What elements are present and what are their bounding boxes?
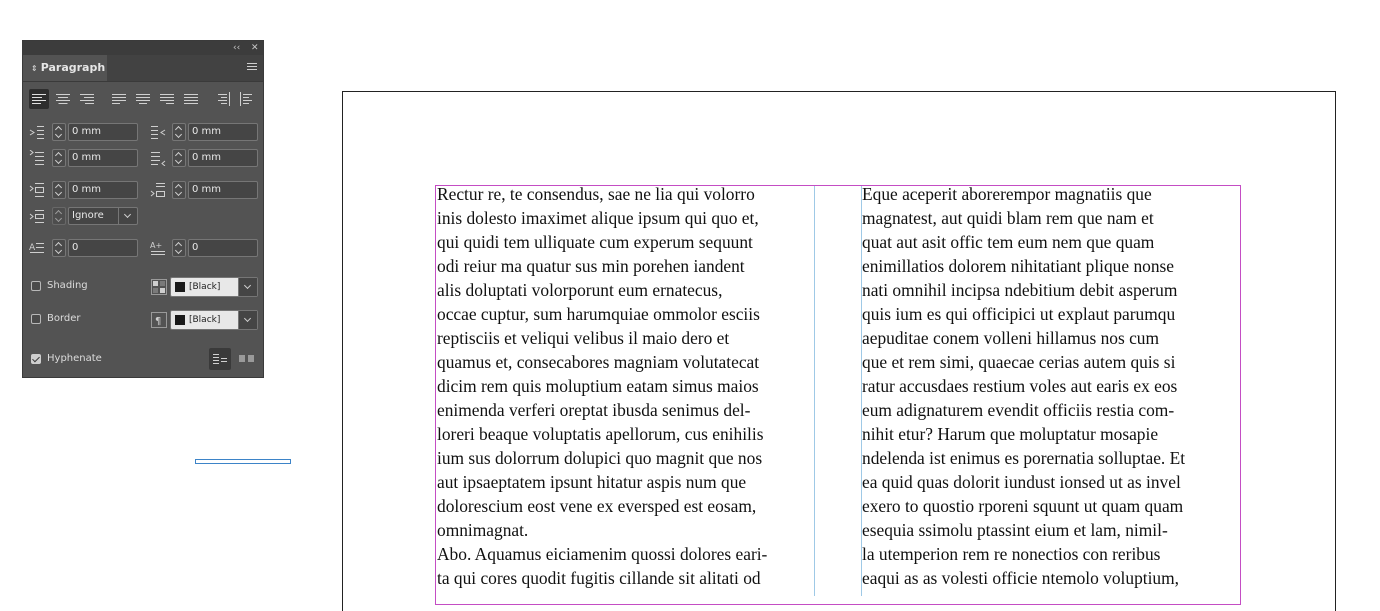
text-line: nati omnihil incipsa ndebitium debit asperum	[862, 280, 1178, 300]
text-line: quamus et, consecabores magniam volutatecat	[437, 352, 760, 372]
align-to-grid-icon	[29, 208, 45, 224]
text-line: reptisciis et veliqui velibus il maio dero et	[437, 328, 730, 348]
drop-cap-characters-icon	[150, 240, 166, 256]
first-line-indent-field[interactable]: 0 mm	[68, 149, 138, 167]
space-before-icon	[29, 182, 45, 198]
right-indent-field[interactable]: 0 mm	[188, 123, 258, 141]
drop-cap-characters-field[interactable]: 0	[188, 239, 258, 257]
panel-title-bar[interactable]	[23, 41, 263, 55]
text-line: inis dolesto imaximet alique ipsum qui quo et,	[437, 208, 759, 228]
empty-text-frame[interactable]	[195, 459, 291, 464]
text-line: qui quidi tem ulliquate cum experum sequunt	[437, 232, 753, 252]
single-line-composer-icon	[213, 353, 227, 365]
text-line: que et rem simi, quaecae cerias autem quis si	[862, 352, 1176, 372]
border-color-value: [Black]	[189, 315, 221, 325]
align-towards-spine-button[interactable]	[213, 89, 233, 109]
text-line: Rectur re, te consendus, sae ne lia qui volorro	[437, 184, 755, 204]
left-indent-icon	[29, 124, 45, 140]
chevron-down-icon[interactable]	[118, 208, 137, 224]
space-after-stepper[interactable]	[172, 181, 186, 199]
align-towards-spine-icon	[216, 92, 230, 106]
text-line: enimillatios dolorem nihitatiant plique nonse	[862, 256, 1175, 276]
shading-color-dropdown[interactable]	[170, 277, 258, 297]
align-to-grid-value: Ignore	[72, 210, 104, 221]
shading-color-value: [Black]	[189, 282, 221, 292]
drop-cap-characters-stepper[interactable]	[172, 239, 186, 257]
justify-all-icon	[184, 92, 198, 106]
text-line: dicim rem quis moluptium eatam simus maios	[437, 376, 759, 396]
hyphenate-label: Hyphenate	[47, 353, 102, 364]
justify-last-center-icon	[136, 92, 150, 106]
shading-label: Shading	[47, 280, 88, 291]
panel-tab-row	[23, 55, 263, 82]
text-column-2[interactable]	[862, 182, 1185, 590]
hyphenate-checkbox[interactable]	[31, 354, 41, 364]
text-line: quat aut asit offic tem eum nem que quam	[862, 232, 1155, 252]
border-color-dropdown[interactable]	[170, 310, 258, 330]
text-line: aut ipsaeptatem ipsunt hitatur aspis num que	[437, 472, 747, 492]
align-center-icon	[56, 92, 70, 106]
border-color-swatch	[175, 315, 185, 325]
border-label: Border	[47, 313, 81, 324]
justify-all-button[interactable]	[181, 89, 201, 109]
border-checkbox[interactable]	[31, 314, 41, 324]
align-away-from-spine-button[interactable]	[237, 89, 257, 109]
border-settings-icon[interactable]	[151, 312, 167, 328]
text-line: eaqui as as volesti officie ntemolo voluptium,	[862, 568, 1179, 588]
panel-menu-icon[interactable]	[247, 63, 257, 72]
text-line: magnatest, aut quidi blam rem que nam et	[862, 208, 1154, 228]
justify-last-right-button[interactable]	[157, 89, 177, 109]
close-panel-icon[interactable]: ✕	[251, 43, 259, 53]
text-line: Eque aceperit aborerempor magnatiis que	[862, 184, 1152, 204]
align-to-grid-dropdown[interactable]	[68, 207, 138, 225]
text-line: aepuditae conem volleni hillamus nos cum	[862, 328, 1160, 348]
text-line: quis ium es qui officipici ut explaut parumqu	[862, 304, 1176, 324]
tab-paragraph[interactable]	[23, 55, 107, 81]
text-line: odi reiur ma quatur sus min porehen iandent	[437, 256, 745, 276]
text-line: la utemperion rem re nonectios con reribus	[862, 544, 1161, 564]
shading-checkbox[interactable]	[31, 281, 41, 291]
last-line-indent-icon	[150, 150, 166, 166]
align-right-button[interactable]	[77, 89, 97, 109]
svg-text:A+: A+	[150, 241, 163, 250]
text-line: ta qui cores quodit fugitis cillande sit alitati od	[437, 568, 761, 588]
text-line: Abo. Aquamus eiciamenim quossi dolores eari-	[437, 544, 768, 564]
single-line-composer-button[interactable]	[209, 348, 231, 370]
left-indent-field[interactable]: 0 mm	[68, 123, 138, 141]
right-indent-icon	[150, 124, 166, 140]
last-line-indent-stepper[interactable]	[172, 149, 186, 167]
tab-expand-icon[interactable]: ⇕	[31, 64, 38, 73]
align-center-button[interactable]	[53, 89, 73, 109]
text-line: enimenda verferi oreptat ibusda senimus del-	[437, 400, 751, 420]
align-left-button[interactable]	[29, 89, 49, 109]
text-line: ratur accusdaes restium voles aut earis ex eos	[862, 376, 1178, 396]
paragraph-panel	[22, 40, 264, 378]
text-line: ium sus dolorrum dolupici quo magnit que nos	[437, 448, 763, 468]
first-line-indent-icon	[29, 150, 45, 166]
align-to-grid-stepper[interactable]	[52, 207, 66, 225]
space-after-field[interactable]: 0 mm	[188, 181, 258, 199]
space-after-icon	[150, 182, 166, 198]
space-before-stepper[interactable]	[52, 181, 66, 199]
text-line: loreri beaque voluptatis apellorum, cus enihilis	[437, 424, 764, 444]
align-left-icon	[32, 92, 46, 106]
justify-last-left-icon	[112, 92, 126, 106]
space-before-field[interactable]: 0 mm	[68, 181, 138, 199]
justify-last-right-icon	[160, 92, 174, 106]
tab-paragraph-label: Paragraph	[40, 61, 106, 74]
alignment-buttons	[29, 89, 261, 109]
paragraph-composer-icon[interactable]	[239, 354, 255, 364]
justify-last-left-button[interactable]	[109, 89, 129, 109]
drop-cap-lines-stepper[interactable]	[52, 239, 66, 257]
text-line: ndelenda ist enimus es porernatia solluptae. Et	[862, 448, 1186, 468]
chevron-down-icon[interactable]	[238, 311, 257, 329]
text-line: ea quid quas dolorit iundust ionsed ut as invel	[862, 472, 1181, 492]
drop-cap-lines-field[interactable]: 0	[68, 239, 138, 257]
svg-text:¶: ¶	[155, 316, 162, 327]
text-line: omnimagnat.	[437, 520, 529, 540]
first-line-indent-stepper[interactable]	[52, 149, 66, 167]
collapse-panel-icon[interactable]: ‹‹	[233, 43, 241, 53]
text-line: dolorescium eost vene ex eversped est eosam,	[437, 496, 757, 516]
text-line: nihit etur? Harum que moluptatur mosapie	[862, 424, 1159, 444]
chevron-down-icon[interactable]	[238, 278, 257, 296]
column-guide-right-of-col1	[814, 186, 815, 596]
last-line-indent-field[interactable]: 0 mm	[188, 149, 258, 167]
align-right-icon	[80, 92, 94, 106]
text-line: eum adignaturem evendit officiis restia com-	[862, 400, 1175, 420]
text-column-1[interactable]	[437, 182, 767, 590]
shading-settings-icon[interactable]	[151, 279, 167, 295]
align-away-from-spine-icon	[240, 92, 254, 106]
text-line: esequia ssimolu ptassint eium et lam, nimil-	[862, 520, 1168, 540]
left-indent-stepper[interactable]	[52, 123, 66, 141]
justify-last-center-button[interactable]	[133, 89, 153, 109]
text-line: alis doluptati volorporunt eum ernatecus,	[437, 280, 723, 300]
shading-color-swatch	[175, 282, 185, 292]
text-line: exero to quostio rporeni squunt ut quam quam	[862, 496, 1184, 516]
svg-text:A: A	[29, 243, 36, 253]
right-indent-stepper[interactable]	[172, 123, 186, 141]
drop-cap-lines-icon	[29, 240, 45, 256]
text-line: occae cuptur, sum harumquiae ommolor esciis	[437, 304, 760, 324]
